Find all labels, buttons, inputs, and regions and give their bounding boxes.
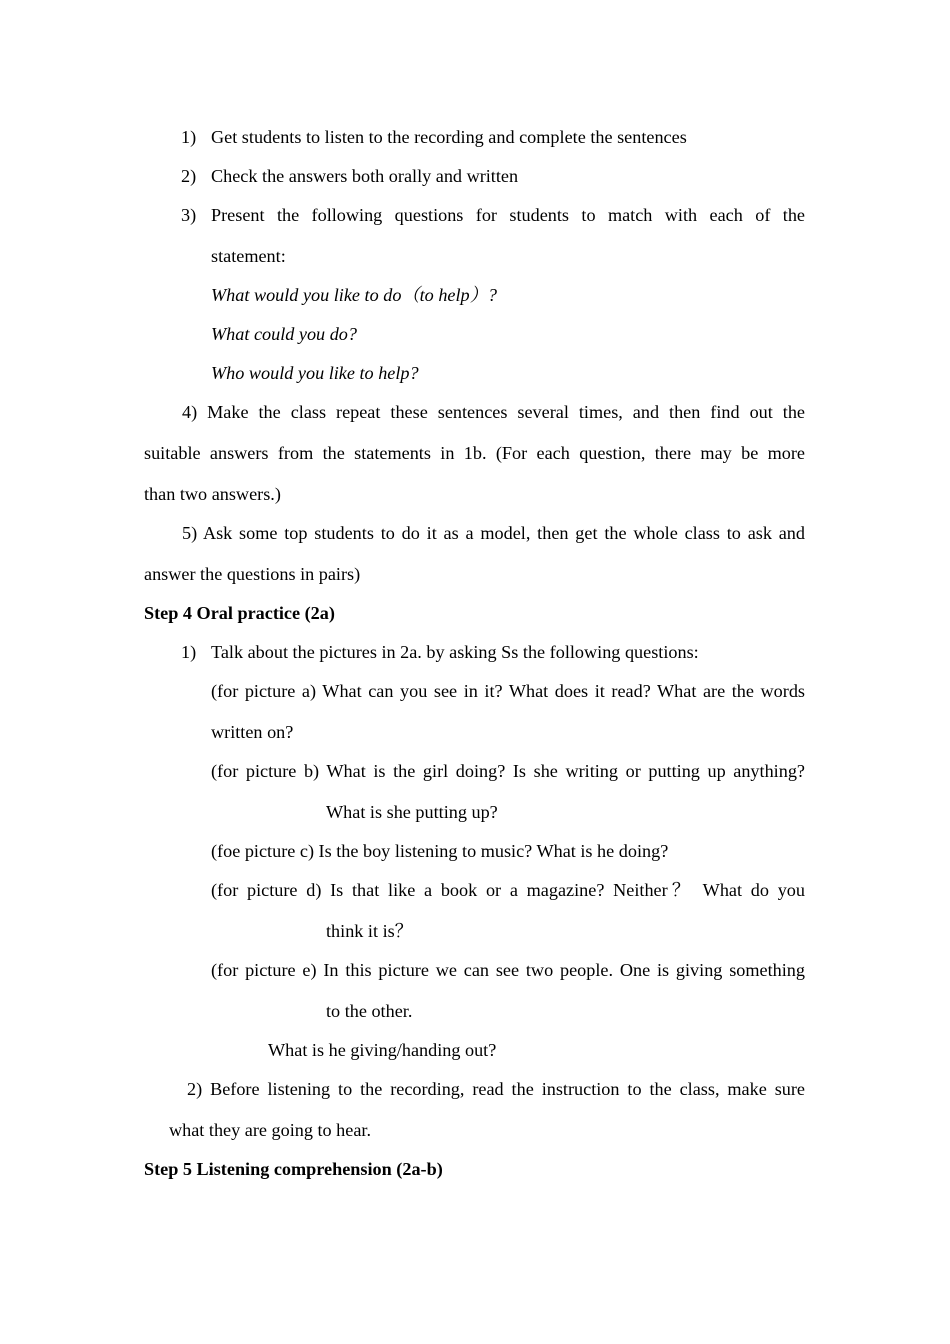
paragraph-line: 5) Ask some top students to do it as a model, then get the whole class to ask and: [182, 523, 805, 543]
list-item-continuation: statement:: [211, 246, 286, 266]
question-line: What would you like to do（to help）?: [211, 285, 497, 305]
picture-question: to the other.: [326, 1001, 413, 1021]
section-heading: Step 4 Oral practice (2a): [144, 603, 335, 623]
picture-question: What is he giving/handing out?: [268, 1040, 497, 1060]
list-number: 3): [181, 205, 197, 225]
question-line: Who would you like to help?: [211, 363, 419, 383]
list-number: 1): [181, 642, 197, 662]
picture-question: (for picture a) What can you see in it? What does it read? What are the words: [211, 681, 805, 701]
list-item-text: Talk about the pictures in 2a. by asking Ss the following questions:: [211, 642, 699, 662]
picture-question: written on?: [211, 722, 294, 742]
picture-question: think it is？: [326, 921, 413, 941]
list-item-text: Present the following questions for students to match with each of the: [211, 205, 805, 225]
paragraph-line: 2) Before listening to the recording, read the instruction to the class, make sure: [187, 1079, 805, 1099]
list-item-text: Check the answers both orally and written: [211, 166, 519, 186]
paragraph-line: than two answers.): [144, 484, 281, 504]
question-line: What could you do?: [211, 324, 357, 344]
section-heading: Step 5 Listening comprehension (2a-b): [144, 1159, 443, 1179]
picture-question: (for picture b) What is the girl doing? Is she writing or putting up anything?: [211, 761, 805, 781]
picture-question: (for picture d) Is that like a book or a magazine? Neither？ What do you: [211, 880, 805, 900]
picture-question: What is she putting up?: [326, 802, 498, 822]
picture-question: (for picture e) In this picture we can see two people. One is giving something: [211, 960, 805, 980]
paragraph-line: 4) Make the class repeat these sentences several times, and then find out the: [182, 402, 805, 422]
picture-question: (foe picture c) Is the boy listening to music? What is he doing?: [211, 841, 669, 861]
paragraph-line: what they are going to hear.: [169, 1120, 372, 1140]
list-number: 1): [181, 127, 197, 147]
list-item-text: Get students to listen to the recording and complete the sentences: [211, 127, 687, 147]
paragraph-line: suitable answers from the statements in 1b. (For each question, there may be more: [144, 443, 805, 463]
paragraph-line: answer the questions in pairs): [144, 564, 361, 584]
list-number: 2): [181, 166, 197, 186]
